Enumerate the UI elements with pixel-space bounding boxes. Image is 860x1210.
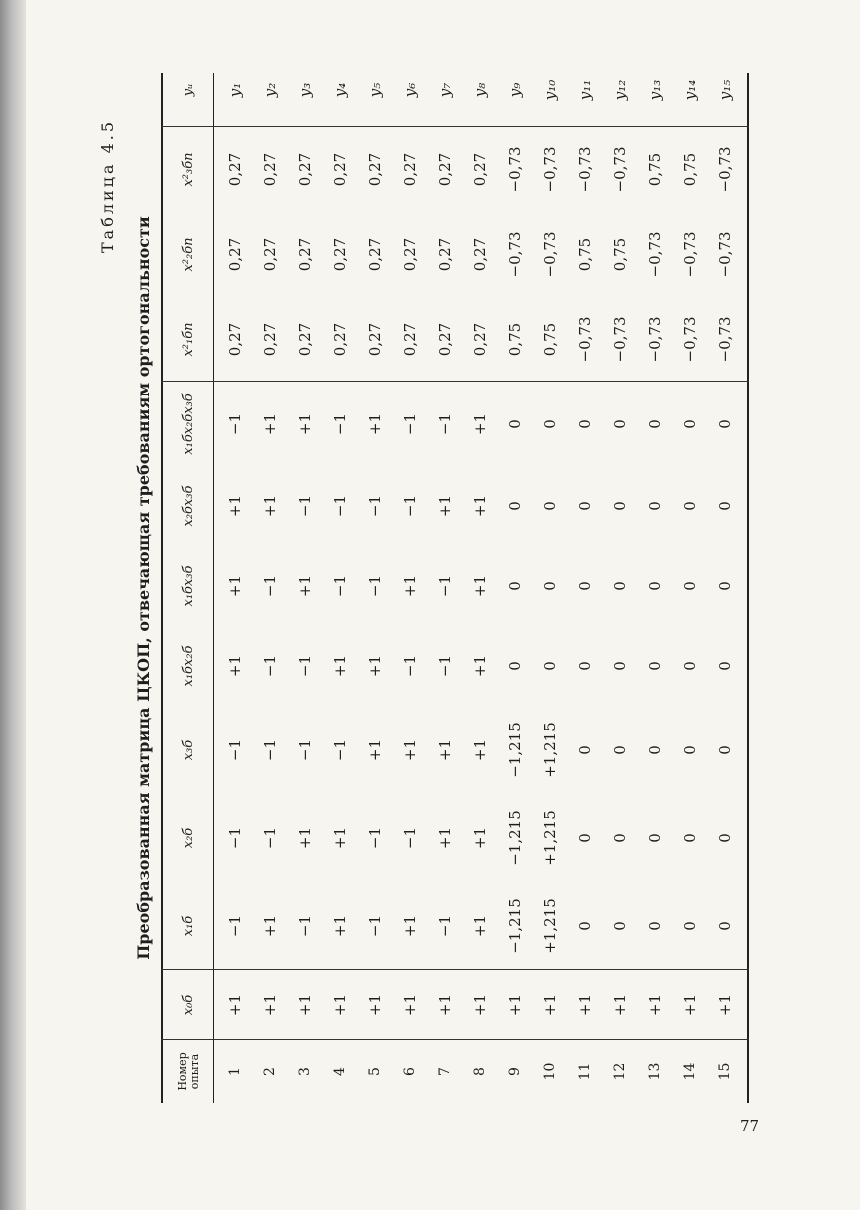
table-cell-n: 12 bbox=[611, 1062, 628, 1081]
table-cell-y: y₁₀ bbox=[540, 79, 559, 101]
table-cell-y: y₁₂ bbox=[610, 79, 629, 101]
table-row bbox=[707, 73, 742, 1103]
table-header-rule bbox=[213, 73, 214, 1103]
table-cell-x12: 0 bbox=[645, 661, 664, 671]
table-cell-x123: 0 bbox=[645, 419, 664, 429]
table-row bbox=[252, 73, 287, 1103]
table-cell-y: y₃ bbox=[295, 82, 314, 98]
table-cell-x2: +1,215 bbox=[540, 810, 559, 866]
table-cell-x3: +1 bbox=[365, 738, 384, 762]
table-cell-x1sq: −0,73 bbox=[575, 316, 594, 363]
column-header-x3sq: x²₃бп bbox=[180, 152, 196, 187]
table-cell-x13: +1 bbox=[225, 574, 244, 598]
table-cell-x1: +1,215 bbox=[540, 898, 559, 954]
table-cell-x1: 0 bbox=[575, 921, 594, 931]
table-cell-n: 8 bbox=[471, 1067, 488, 1076]
column-header-x0: x₀б bbox=[180, 994, 196, 1016]
table-row bbox=[567, 73, 602, 1103]
table-cell-x0: +1 bbox=[505, 993, 524, 1017]
column-header-x12: x₁бx₂б bbox=[180, 645, 196, 687]
table-cell-x2sq: 0,75 bbox=[575, 237, 594, 272]
table-cell-x2: +1 bbox=[295, 826, 314, 850]
table-label: Таблица 4.5 bbox=[98, 118, 117, 253]
table-cell-n: 2 bbox=[261, 1067, 278, 1076]
table-cell-x1sq: 0,75 bbox=[505, 322, 524, 357]
table-cell-x1: −1 bbox=[225, 914, 244, 938]
table-cell-x3: +1 bbox=[470, 738, 489, 762]
table-cell-x1sq: −0,73 bbox=[645, 316, 664, 363]
table-cell-x3: 0 bbox=[715, 745, 734, 755]
table-cell-x2: 0 bbox=[610, 833, 629, 843]
table-cell-x2sq: 0,27 bbox=[470, 237, 489, 272]
table-cell-y: y₁₁ bbox=[575, 79, 594, 101]
table-row bbox=[637, 73, 672, 1103]
table-cell-x123: 0 bbox=[505, 419, 524, 429]
table-cell-x23: 0 bbox=[505, 501, 524, 511]
table-cell-x2sq: 0,27 bbox=[400, 237, 419, 272]
table-cell-x123: +1 bbox=[470, 412, 489, 436]
table-cell-y: y₁₅ bbox=[715, 79, 734, 101]
table-cell-x123: −1 bbox=[435, 412, 454, 436]
table-cell-x12: +1 bbox=[365, 654, 384, 678]
table-cell-x2: 0 bbox=[645, 833, 664, 843]
table-cell-x1: −1 bbox=[365, 914, 384, 938]
table-cell-x23: −1 bbox=[330, 494, 349, 518]
table-cell-y: y₆ bbox=[400, 82, 419, 98]
table-cell-x0: +1 bbox=[575, 993, 594, 1017]
table-cell-x1sq: 0,27 bbox=[295, 322, 314, 357]
table-cell-x1: +1 bbox=[260, 914, 279, 938]
table-cell-x3: +1 bbox=[400, 738, 419, 762]
table-row bbox=[287, 73, 322, 1103]
column-header-x2: x₂б bbox=[180, 827, 196, 849]
table-row bbox=[602, 73, 637, 1103]
table-cell-x12: −1 bbox=[400, 654, 419, 678]
table-title: Преобразованная матрица ЦКОП, отвечающая требованиям ортогональности bbox=[134, 216, 153, 960]
table-cell-x123: +1 bbox=[365, 412, 384, 436]
table-cell-y: y₁₄ bbox=[680, 79, 699, 101]
table-cell-x3sq: 0,27 bbox=[225, 152, 244, 187]
table-cell-x3: +1 bbox=[435, 738, 454, 762]
table-cell-x23: 0 bbox=[540, 501, 559, 511]
table-cell-x3: 0 bbox=[575, 745, 594, 755]
table-cell-x1sq: 0,27 bbox=[435, 322, 454, 357]
column-header-x3: x₃б bbox=[180, 739, 196, 761]
table-cell-n: 14 bbox=[681, 1062, 698, 1081]
rotated-table-block bbox=[98, 73, 778, 1103]
table-cell-x23: 0 bbox=[610, 501, 629, 511]
table-row bbox=[427, 73, 462, 1103]
table-cell-x1: 0 bbox=[610, 921, 629, 931]
table-cell-x3sq: 0,27 bbox=[470, 152, 489, 187]
table-cell-x3: −1,215 bbox=[505, 722, 524, 778]
table-cell-x2sq: 0,27 bbox=[330, 237, 349, 272]
table-cell-x3sq: 0,27 bbox=[260, 152, 279, 187]
table-cell-x3sq: −0,73 bbox=[505, 146, 524, 193]
table-cell-x13: +1 bbox=[295, 574, 314, 598]
table-cell-x3sq: −0,73 bbox=[540, 146, 559, 193]
table-bottom-rule bbox=[747, 73, 749, 1103]
table-cell-x2sq: 0,27 bbox=[435, 237, 454, 272]
table-cell-x2sq: 0,27 bbox=[260, 237, 279, 272]
table-cell-x0: +1 bbox=[540, 993, 559, 1017]
table-cell-x3sq: 0,27 bbox=[365, 152, 384, 187]
table-cell-x2: +1 bbox=[330, 826, 349, 850]
table-cell-x13: 0 bbox=[680, 581, 699, 591]
table-cell-x1sq: 0,27 bbox=[260, 322, 279, 357]
table-cell-x1: +1 bbox=[330, 914, 349, 938]
table-cell-x1: +1 bbox=[470, 914, 489, 938]
table-cell-x13: +1 bbox=[400, 574, 419, 598]
table-cell-x3: −1 bbox=[225, 738, 244, 762]
table-cell-x0: +1 bbox=[470, 993, 489, 1017]
table-cell-x13: −1 bbox=[330, 574, 349, 598]
table-cell-n: 3 bbox=[296, 1067, 313, 1076]
table-cell-x13: 0 bbox=[575, 581, 594, 591]
table-cell-x2: 0 bbox=[575, 833, 594, 843]
table-cell-x1: 0 bbox=[715, 921, 734, 931]
table-cell-x12: 0 bbox=[610, 661, 629, 671]
table-cell-x0: +1 bbox=[400, 993, 419, 1017]
table-cell-x3sq: −0,73 bbox=[715, 146, 734, 193]
table-cell-x23: 0 bbox=[645, 501, 664, 511]
table-cell-x1sq: 0,27 bbox=[330, 322, 349, 357]
table-cell-x1sq: 0,27 bbox=[365, 322, 384, 357]
table-cell-x12: +1 bbox=[225, 654, 244, 678]
table-cell-x123: 0 bbox=[610, 419, 629, 429]
table-cell-x13: 0 bbox=[505, 581, 524, 591]
table-row bbox=[462, 73, 497, 1103]
table-cell-x123: 0 bbox=[680, 419, 699, 429]
table-cell-n: 11 bbox=[576, 1062, 593, 1081]
table-cell-x13: 0 bbox=[540, 581, 559, 591]
table-cell-x23: +1 bbox=[260, 494, 279, 518]
column-header-x1: x₁б bbox=[180, 915, 196, 937]
table-cell-x0: +1 bbox=[610, 993, 629, 1017]
table-cell-x13: −1 bbox=[435, 574, 454, 598]
table-cell-x2: −1 bbox=[400, 826, 419, 850]
table-row bbox=[217, 73, 252, 1103]
table-cell-x3sq: −0,73 bbox=[610, 146, 629, 193]
table-cell-x0: +1 bbox=[225, 993, 244, 1017]
table-top-rule bbox=[161, 73, 163, 1103]
table-cell-y: y₈ bbox=[470, 82, 489, 98]
table-cell-x3sq: 0,27 bbox=[400, 152, 419, 187]
table-cell-y: y₄ bbox=[330, 82, 349, 98]
table-cell-y: y₁₃ bbox=[645, 79, 664, 101]
table-row bbox=[322, 73, 357, 1103]
table-cell-x23: 0 bbox=[575, 501, 594, 511]
table-cell-x3: 0 bbox=[645, 745, 664, 755]
table-cell-x3sq: 0,75 bbox=[680, 152, 699, 187]
table-cell-x3: +1,215 bbox=[540, 722, 559, 778]
table-cell-x13: −1 bbox=[260, 574, 279, 598]
table-cell-x12: +1 bbox=[330, 654, 349, 678]
table-cell-x13: 0 bbox=[610, 581, 629, 591]
table-cell-x1sq: 0,27 bbox=[400, 322, 419, 357]
table-cell-n: 5 bbox=[366, 1067, 383, 1076]
table-cell-x2: −1 bbox=[365, 826, 384, 850]
table-cell-n: 15 bbox=[716, 1062, 733, 1081]
column-header-y: yᵤ bbox=[180, 83, 196, 97]
column-header-x2sq: x²₂бп bbox=[180, 237, 196, 272]
table-cell-x1sq: −0,73 bbox=[610, 316, 629, 363]
table-cell-y: y₂ bbox=[260, 82, 279, 98]
table-cell-x13: −1 bbox=[365, 574, 384, 598]
table-cell-x23: +1 bbox=[435, 494, 454, 518]
table-cell-x0: +1 bbox=[680, 993, 699, 1017]
table-cell-y: y₅ bbox=[365, 82, 384, 98]
table-cell-x12: +1 bbox=[470, 654, 489, 678]
table-cell-x123: −1 bbox=[400, 412, 419, 436]
table-cell-x123: +1 bbox=[260, 412, 279, 436]
table-cell-x13: 0 bbox=[645, 581, 664, 591]
table-cell-x3sq: 0,27 bbox=[295, 152, 314, 187]
table-cell-x12: −1 bbox=[435, 654, 454, 678]
table-cell-x1sq: −0,73 bbox=[680, 316, 699, 363]
table-cell-x12: −1 bbox=[295, 654, 314, 678]
table-row bbox=[497, 73, 532, 1103]
table-row bbox=[357, 73, 392, 1103]
table-cell-x0: +1 bbox=[330, 993, 349, 1017]
table-cell-x3: 0 bbox=[680, 745, 699, 755]
table-cell-x23: −1 bbox=[295, 494, 314, 518]
table-cell-y: y₇ bbox=[435, 82, 454, 98]
table-cell-x2: −1,215 bbox=[505, 810, 524, 866]
table-cell-x1: 0 bbox=[645, 921, 664, 931]
table-cell-x2: +1 bbox=[470, 826, 489, 850]
table-cell-x2sq: 0,27 bbox=[225, 237, 244, 272]
table-cell-y: y₁ bbox=[225, 82, 244, 98]
table-cell-x123: 0 bbox=[715, 419, 734, 429]
table-cell-x0: +1 bbox=[295, 993, 314, 1017]
table-cell-n: 9 bbox=[506, 1067, 523, 1076]
table-cell-x12: 0 bbox=[540, 661, 559, 671]
column-header-x1sq: x²₁бп bbox=[180, 322, 196, 357]
table-cell-x3sq: −0,73 bbox=[575, 146, 594, 193]
data-table bbox=[161, 73, 749, 1103]
table-cell-x2: −1 bbox=[260, 826, 279, 850]
table-cell-x1sq: 0,27 bbox=[470, 322, 489, 357]
table-cell-x2sq: 0,75 bbox=[610, 237, 629, 272]
book-binding-shadow bbox=[0, 0, 26, 1210]
table-cell-x1: −1,215 bbox=[505, 898, 524, 954]
table-cell-n: 1 bbox=[226, 1067, 243, 1076]
table-cell-x3sq: 0,75 bbox=[645, 152, 664, 187]
table-cell-n: 7 bbox=[436, 1067, 453, 1076]
table-cell-x23: +1 bbox=[225, 494, 244, 518]
table-cell-x12: 0 bbox=[680, 661, 699, 671]
table-cell-x123: 0 bbox=[575, 419, 594, 429]
table-cell-x1sq: 0,27 bbox=[225, 322, 244, 357]
table-cell-n: 10 bbox=[541, 1062, 558, 1081]
table-cell-x13: +1 bbox=[470, 574, 489, 598]
table-cell-x1: −1 bbox=[435, 914, 454, 938]
table-cell-x23: 0 bbox=[715, 501, 734, 511]
table-cell-x0: +1 bbox=[260, 993, 279, 1017]
table-cell-x12: 0 bbox=[715, 661, 734, 671]
table-cell-x2: +1 bbox=[435, 826, 454, 850]
table-cell-x13: 0 bbox=[715, 581, 734, 591]
table-row bbox=[672, 73, 707, 1103]
table-cell-x3: −1 bbox=[330, 738, 349, 762]
table-cell-x2sq: −0,73 bbox=[540, 231, 559, 278]
table-cell-y: y₉ bbox=[505, 82, 524, 98]
table-cell-x2: −1 bbox=[225, 826, 244, 850]
table-cell-x3sq: 0,27 bbox=[330, 152, 349, 187]
column-header-n: Номер опыта bbox=[175, 1052, 201, 1091]
table-cell-x2sq: 0,27 bbox=[365, 237, 384, 272]
column-header-x23: x₂бx₃б bbox=[180, 485, 196, 527]
table-cell-x1: 0 bbox=[680, 921, 699, 931]
table-cell-x1: −1 bbox=[295, 914, 314, 938]
table-cell-x123: +1 bbox=[295, 412, 314, 436]
table-row bbox=[532, 73, 567, 1103]
table-cell-x0: +1 bbox=[435, 993, 454, 1017]
table-cell-n: 4 bbox=[331, 1067, 348, 1076]
table-cell-x12: 0 bbox=[575, 661, 594, 671]
table-cell-x0: +1 bbox=[715, 993, 734, 1017]
table-cell-x1sq: −0,73 bbox=[715, 316, 734, 363]
table-cell-x3sq: 0,27 bbox=[435, 152, 454, 187]
table-cell-x0: +1 bbox=[645, 993, 664, 1017]
table-cell-x2: 0 bbox=[715, 833, 734, 843]
table-cell-x123: −1 bbox=[225, 412, 244, 436]
table-cell-x2sq: −0,73 bbox=[505, 231, 524, 278]
table-cell-x3: −1 bbox=[260, 738, 279, 762]
table-cell-x12: −1 bbox=[260, 654, 279, 678]
column-header-x123: x₁бx₂бx₃б bbox=[180, 393, 196, 455]
table-cell-x123: −1 bbox=[330, 412, 349, 436]
table-cell-x3: 0 bbox=[610, 745, 629, 755]
column-header-x13: x₁бx₃б bbox=[180, 565, 196, 607]
page-number: 77 bbox=[740, 1117, 760, 1135]
table-cell-x1sq: 0,75 bbox=[540, 322, 559, 357]
table-cell-x2sq: −0,73 bbox=[715, 231, 734, 278]
table-cell-x2sq: −0,73 bbox=[680, 231, 699, 278]
table-cell-x2sq: 0,27 bbox=[295, 237, 314, 272]
table-cell-n: 13 bbox=[646, 1062, 663, 1081]
table-cell-x12: 0 bbox=[505, 661, 524, 671]
table-cell-x23: 0 bbox=[680, 501, 699, 511]
table-cell-x23: +1 bbox=[470, 494, 489, 518]
table-cell-x23: −1 bbox=[400, 494, 419, 518]
table-cell-x3: −1 bbox=[295, 738, 314, 762]
table-cell-x0: +1 bbox=[365, 993, 384, 1017]
table-row bbox=[392, 73, 427, 1103]
table-cell-n: 6 bbox=[401, 1067, 418, 1076]
table-cell-x2sq: −0,73 bbox=[645, 231, 664, 278]
table-cell-x2: 0 bbox=[680, 833, 699, 843]
table-cell-x123: 0 bbox=[540, 419, 559, 429]
table-cell-x1: +1 bbox=[400, 914, 419, 938]
table-cell-x23: −1 bbox=[365, 494, 384, 518]
